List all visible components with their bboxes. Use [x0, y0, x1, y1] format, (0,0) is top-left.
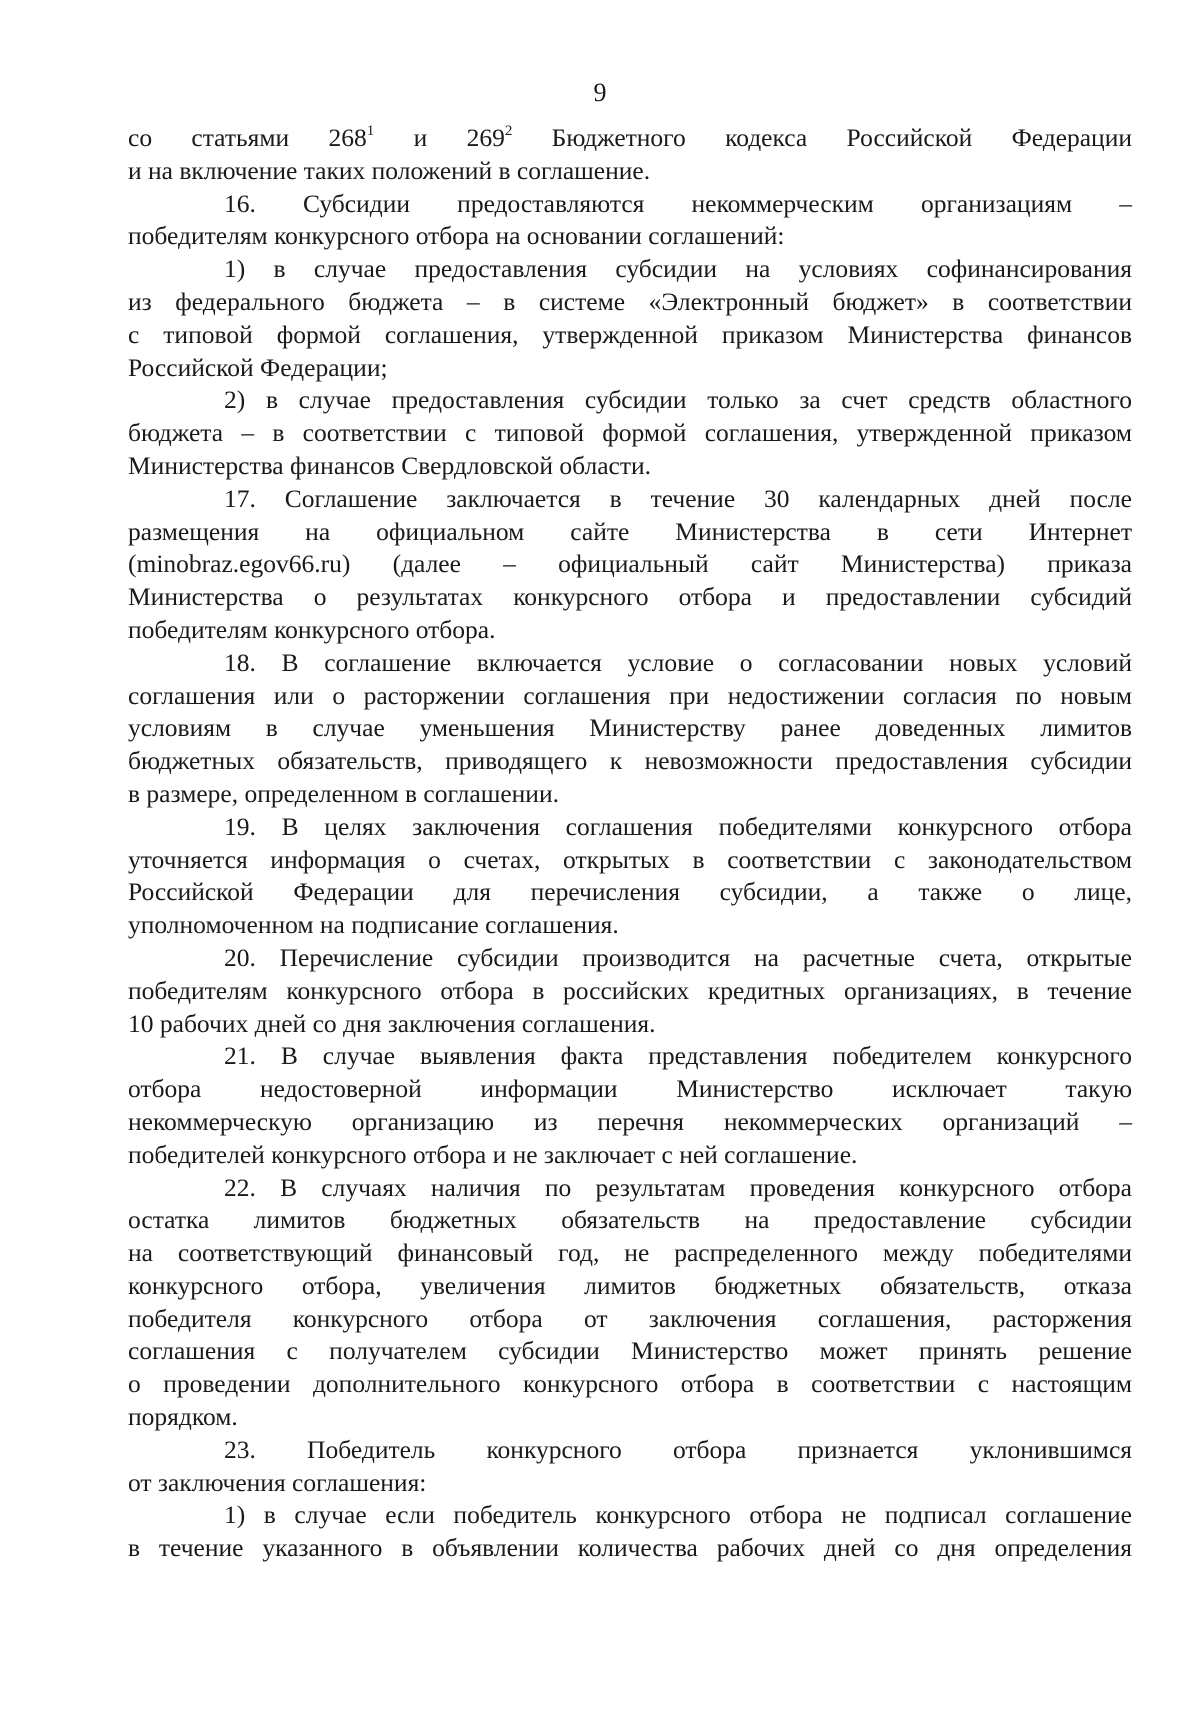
text-line-part: и 269	[374, 123, 505, 152]
text-line: 20. Перечисление субсидии производится на расчетные счета, открытые	[224, 942, 1132, 972]
text-line: размещения на официальном сайте Министерства в сети Интернет	[128, 516, 1132, 546]
text-line: победителям конкурсного отбора.	[128, 614, 496, 644]
text-line: победителям конкурсного отбора в российских кредитных организациях, в течение	[128, 975, 1132, 1005]
text-line: 22. В случаях наличия по результатам проведения конкурсного отбора	[224, 1172, 1132, 1202]
text-line: уполномоченном на подписание соглашения.	[128, 910, 619, 940]
text-line: уточняется информация о счетах, открытых в соответствии с законодательством	[128, 844, 1132, 874]
text-line: 1) в случае предоставления субсидии на условиях софинансирования	[224, 254, 1132, 284]
text-line: соглашения с получателем субсидии Министерство может принять решение	[128, 1336, 1132, 1366]
text-line: конкурсного отбора, увеличения лимитов бюджетных обязательств, отказа	[128, 1270, 1132, 1300]
text-line: от заключения соглашения:	[128, 1467, 427, 1497]
text-line: Министерства о результатах конкурсного отбора и предоставлении субсидий	[128, 582, 1132, 612]
text-line: в течение указанного в объявлении количества рабочих дней со дня определения	[128, 1533, 1132, 1563]
text-line: 17. Соглашение заключается в течение 30 календарных дней после	[224, 483, 1132, 513]
text-line	[128, 122, 1132, 155]
text-line: победителя конкурсного отбора от заключения соглашения, расторжения	[128, 1303, 1132, 1333]
text-line: победителям конкурсного отбора на основании соглашений:	[128, 221, 785, 251]
text-line: из федерального бюджета – в системе «Электронный бюджет» в соответствии	[128, 286, 1132, 316]
text-line: бюджетных обязательств, приводящего к невозможности предоставления субсидии	[128, 746, 1132, 776]
text-line: 18. В соглашение включается условие о согласовании новых условий	[224, 647, 1132, 677]
text-line: о проведении дополнительного конкурсного отбора в соответствии с настоящим	[128, 1369, 1132, 1399]
text-line: (minobraz.egov66.ru) (далее – официальный сайт Министерства) приказа	[128, 549, 1132, 579]
text-line: 16. Субсидии предоставляются некоммерческим организациям –	[224, 188, 1132, 218]
text-line: условиям в случае уменьшения Министерству ранее доведенных лимитов	[128, 713, 1132, 743]
document-body	[128, 122, 1132, 1565]
text-line: Российской Федерации для перечисления субсидии, а также о лице,	[128, 877, 1132, 907]
text-line: Министерства финансов Свердловской области.	[128, 450, 652, 480]
text-line: 1) в случае если победитель конкурсного отбора не подписал соглашение	[224, 1500, 1132, 1530]
text-line: в размере, определенном в соглашении.	[128, 778, 559, 808]
text-line: соглашения или о расторжении соглашения при недостижении согласия по новым	[128, 680, 1132, 710]
text-line: и на включение таких положений в соглашение.	[128, 155, 651, 185]
superscript: 1	[366, 122, 375, 139]
superscript: 2	[504, 122, 513, 139]
text-line: некоммерческую организацию из перечня некоммерческих организаций –	[128, 1106, 1132, 1136]
text-line: 10 рабочих дней со дня заключения соглашения.	[128, 1008, 656, 1038]
text-line: отбора недостоверной информации Министерство исключает такую	[128, 1074, 1132, 1104]
page-number: 9	[593, 78, 607, 107]
text-line: 2) в случае предоставления субсидии только за счет средств областного	[224, 385, 1132, 415]
text-line: с типовой формой соглашения, утвержденной приказом Министерства финансов	[128, 319, 1132, 349]
text-line-part: Бюджетного кодекса Российской Федерации	[512, 123, 1132, 152]
text-line: 19. В целях заключения соглашения победителями конкурсного отбора	[224, 811, 1132, 841]
text-line: порядком.	[128, 1402, 238, 1432]
text-line: остатка лимитов бюджетных обязательств на предоставление субсидии	[128, 1205, 1132, 1235]
text-line: на соответствующий финансовый год, не распределенного между победителями	[128, 1238, 1132, 1268]
text-line: 21. В случае выявления факта представления победителем конкурсного	[224, 1041, 1132, 1071]
text-line: победителей конкурсного отбора и не заключает с ней соглашение.	[128, 1139, 858, 1169]
text-line: Российской Федерации;	[128, 352, 388, 382]
text-line: 23. Победитель конкурсного отбора признается уклонившимся	[224, 1434, 1132, 1464]
text-line: бюджета – в соответствии с типовой формой соглашения, утвержденной приказом	[128, 418, 1132, 448]
text-line-part: со статьями 268	[128, 123, 367, 152]
